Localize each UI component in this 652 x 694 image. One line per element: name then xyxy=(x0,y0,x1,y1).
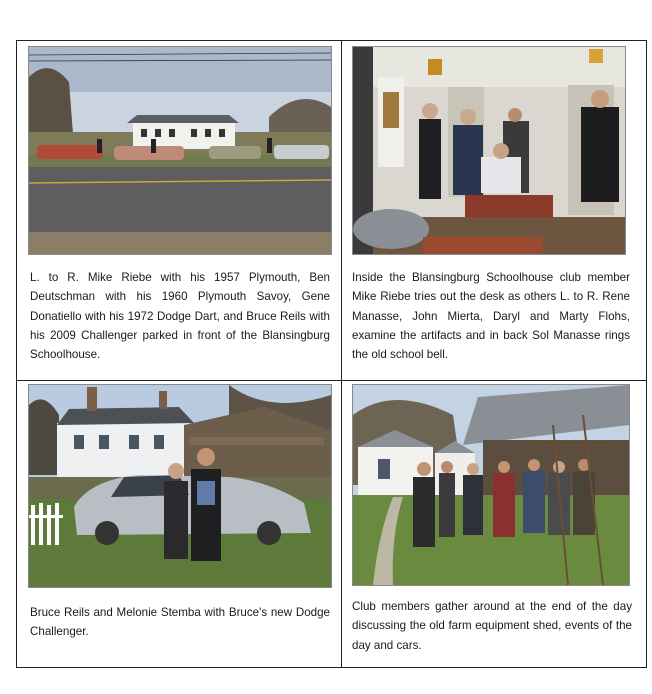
caption-dodge-challenger: Bruce Reils and Melonie Stemba with Bruce's new Dodge Challenger. xyxy=(30,606,330,639)
row-divider xyxy=(17,380,646,381)
caption-farm-equipment-shed: Club members gather around at the end of the day discussing the old farm equipment shed, events of the day and cars. xyxy=(352,600,632,652)
photo-farm-equipment-shed xyxy=(352,384,630,586)
photo-schoolhouse-interior xyxy=(352,46,626,255)
photo-dodge-challenger xyxy=(28,384,332,588)
column-divider xyxy=(341,41,342,667)
photo-cars-schoolhouse xyxy=(28,46,332,255)
caption-schoolhouse-interior: Inside the Blansingburg Schoolhouse club member Mike Riebe tries out the desk as others L. to R. Rene Manasse, John Mierta, Daryl and Marty Flohs, examine the artifacts and in back Sol Manasse rings the old school bell. xyxy=(352,271,630,362)
caption-cars-schoolhouse: L. to R. Mike Riebe with his 1957 Plymouth, Ben Deutschman with his 1960 Plymouth Savoy, Gene Donatiello with his 1972 Dodge Dart, and Bruce Reils with his 2009 Challenger parked in front of the Blansingburg Schoolhouse. xyxy=(30,271,330,362)
